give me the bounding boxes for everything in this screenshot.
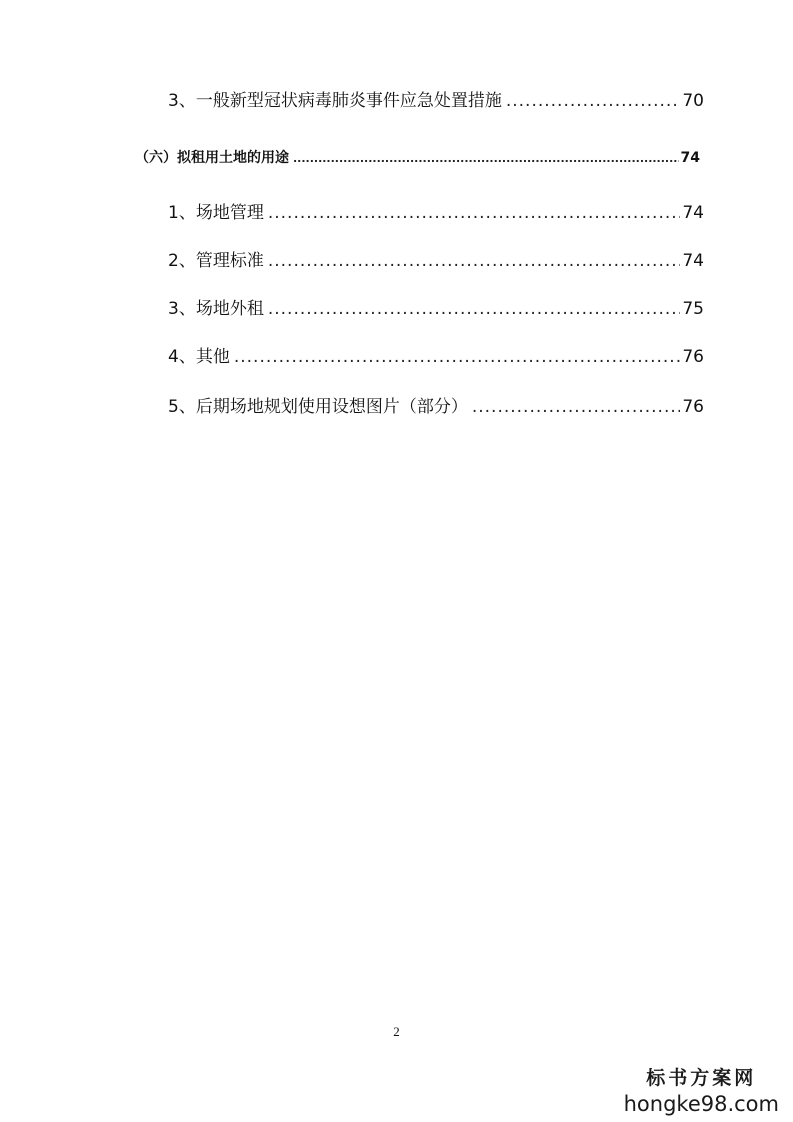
toc-dot-leader xyxy=(293,152,679,165)
toc-dot-leader xyxy=(268,251,681,271)
toc-entry-label: 3、场地外租 xyxy=(168,299,264,319)
toc-entry-page: 70 xyxy=(682,91,704,111)
toc-section-entry[interactable] xyxy=(135,147,700,167)
toc-entry-label: 1、场地管理 xyxy=(168,203,264,223)
toc-section-label: （六）拟租用土地的用途 xyxy=(135,150,289,166)
toc-entry-page: 76 xyxy=(682,397,704,417)
toc-entry-label: 4、其他 xyxy=(168,347,230,367)
toc-entry-page: 76 xyxy=(682,347,704,367)
toc-entry-page: 74 xyxy=(682,203,704,223)
toc-entry-page: 75 xyxy=(682,299,704,319)
toc-entry[interactable] xyxy=(168,392,704,417)
toc-section-page: 74 xyxy=(680,150,700,166)
site-watermark xyxy=(624,1063,779,1116)
toc-dot-leader xyxy=(234,347,681,367)
toc-entry-page: 74 xyxy=(682,251,704,271)
toc-entry[interactable] xyxy=(168,86,704,111)
watermark-url: hongke98.com xyxy=(623,1092,779,1116)
toc-entry[interactable] xyxy=(168,198,704,223)
toc-entry[interactable] xyxy=(168,246,704,271)
toc-dot-leader xyxy=(268,299,681,319)
toc-entry[interactable] xyxy=(168,294,704,319)
page-number: 2 xyxy=(393,1024,400,1039)
toc-dot-leader xyxy=(268,203,681,223)
toc-dot-leader xyxy=(472,397,681,417)
toc-entry[interactable] xyxy=(168,342,704,367)
toc-entry-label: 3、一般新型冠状病毒肺炎事件应急处置措施 xyxy=(168,91,502,111)
toc-dot-leader xyxy=(506,91,681,111)
toc-entry-label: 2、管理标准 xyxy=(168,251,264,271)
watermark-title: 标书方案网 xyxy=(646,1067,757,1089)
toc-entry-label: 5、后期场地规划使用设想图片（部分） xyxy=(168,397,468,417)
